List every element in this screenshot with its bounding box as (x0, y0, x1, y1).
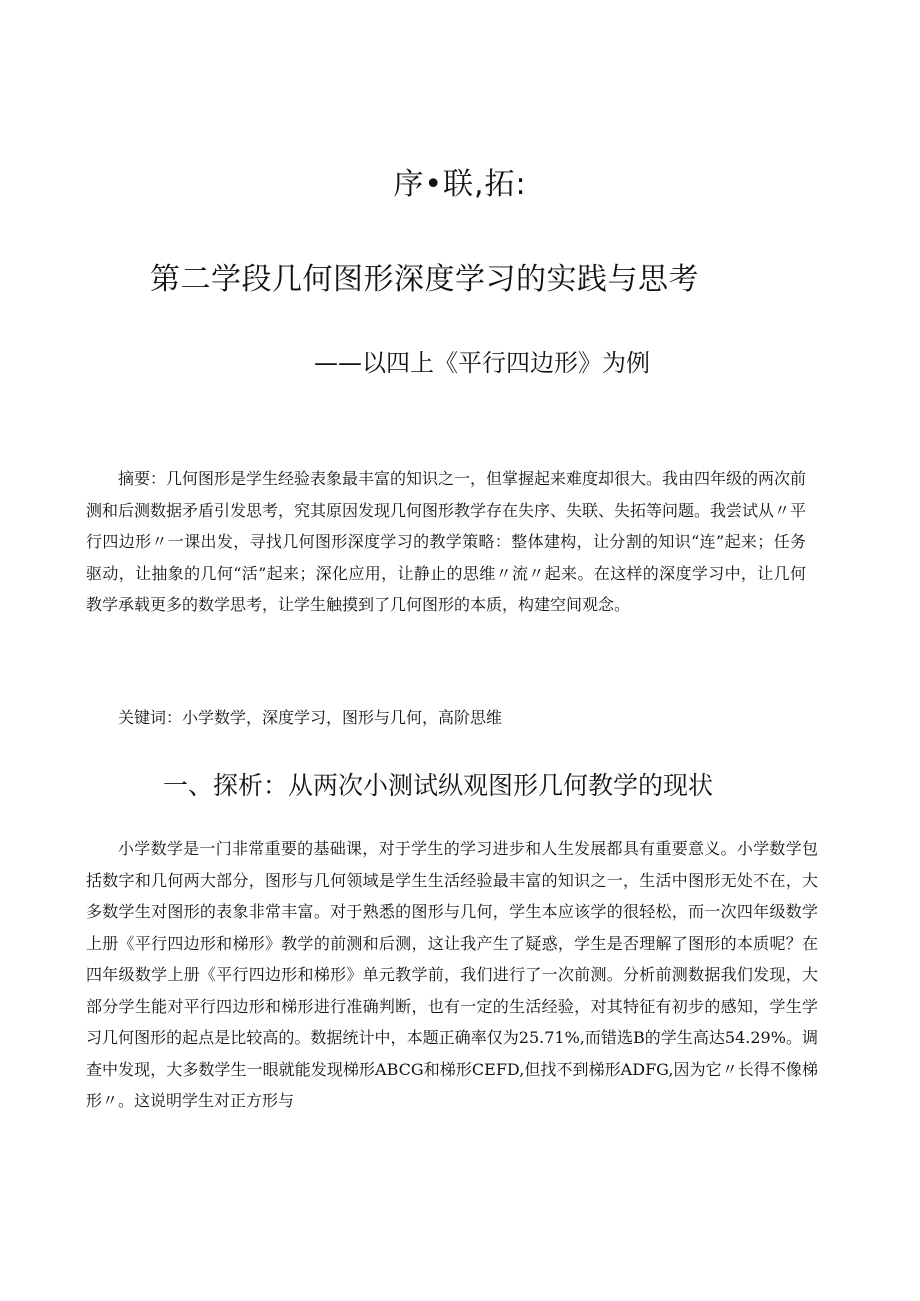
document-title: 序•联,拓: (393, 167, 527, 202)
keywords-line: 关键词：小学数学，深度学习，图形与几何，高阶思维 (118, 708, 503, 727)
document-example-subtitle: ——以四上《平行四边形》为例 (314, 349, 650, 377)
document-subtitle: 第二学段几何图形深度学习的实践与思考 (150, 262, 699, 297)
abstract-paragraph: 摘要：几何图形是学生经验表象最丰富的知识之一，但掌握起来难度却很大。我由四年级的两次前测和后测数据矛盾引发思考，究其原因发现几何图形教学存在失序、失联、失拓等问题。我尝试从〃平行四边形〃一课出发，寻找几何图形深度学习的教学策略：整体建构，让分割的知识“连”起来；任务驱动，让抽象的几何“活”起来；深化应用，让静止的思维〃流〃起来。在这样的深度学习中，让几何教学承载更多的数学思考，让学生触摸到了几何图形的本质，构建空间观念。 (86, 469, 807, 614)
body-paragraph: 小学数学是一门非常重要的基础课，对于学生的学习进步和人生发展都具有重要意义。小学数学包括数字和几何两大部分，图形与几何领域是学生生活经验最丰富的知识之一，生活中图形无处不在，大多数学生对图形的表象非常丰富。对于熟悉的图形与几何，学生本应该学的很轻松，而一次四年级数学上册《平行四边形和梯形》教学的前测和后测，这让我产生了疑惑，学生是否理解了图形的本质呢？在四年级数学上册《平行四边形和梯形》单元教学前，我们进行了一次前测。分析前测数据我们发现，大部分学生能对平行四边形和梯形进行准确判断，也有一定的生活经验，对其特征有初步的感知，学生学习几何图形的起点是比较高的。数据统计中，本题正确率仅为25.71%,而错选B的学生高达54.29%。调查中发现，大多数学生一眼就能发现梯形ABCG和梯形CEFD,但找不到梯形ADFG,因为它〃长得不像梯形〃。这说明学生对正方形与 (86, 839, 818, 1110)
section-heading: 一、探析：从两次小测试纵观图形几何教学的现状 (163, 771, 714, 800)
